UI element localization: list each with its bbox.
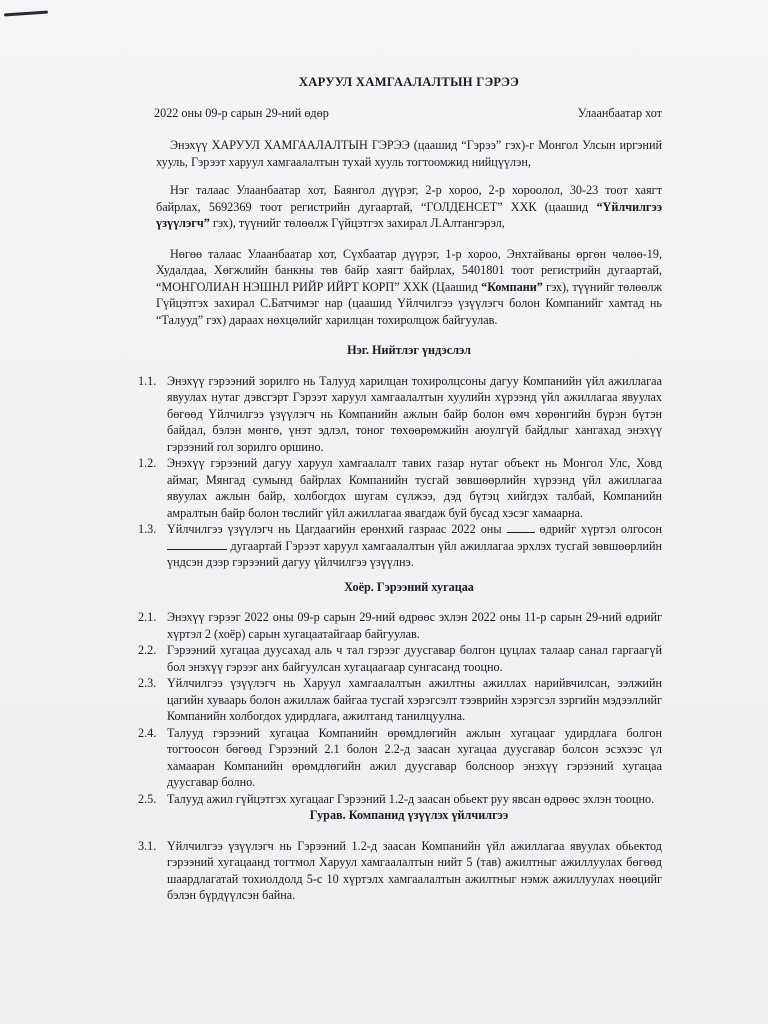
clause-number: 1.3. [138, 522, 157, 536]
clause-number: 1.2. [138, 456, 157, 470]
clause-text-part: Үйлчилгээ үзүүлэгч нь Цагдаагийн ерөнхий газраас 2022 оны [167, 522, 507, 536]
clause-text: Гэрээний хугацаа дуусахад аль ч тал гэрээг дуусгавар болгон цуцлах талаар санал гаргаагүй бол энэхүү гэрээг анх байгуулсан хугацаагаар сунгасанд тооцно. [167, 643, 662, 674]
party-one-text-a: Нэг талаас Улаанбаатар хот, Баянгол дүүрэг, 2-р хороо, 2-р хороолол, 30-23 тоот хаягт байрлах, 5692369 тоот регистрийн дугаартай, “ГОЛДЕНСЕТ” ХХК (цаашид [156, 183, 662, 214]
clause-number: 2.4. [138, 725, 157, 740]
date-blank-field [507, 521, 535, 533]
clause-number: 3.1. [138, 838, 157, 853]
clause-text-part: өдрийг хүртэл олгосон [534, 522, 662, 536]
section-heading-general: Нэг. Нийтлэг үндэслэл [347, 343, 471, 357]
clause-number: 2.1. [138, 610, 157, 624]
clause-2-5 [138, 791, 662, 808]
clause-1-1 [138, 373, 662, 456]
section-term-clauses [138, 609, 662, 807]
clause-2-3 [138, 675, 662, 725]
clause-text [167, 521, 662, 571]
clause-text: Үйлчилгээ үзүүлэгч нь Гэрээний 1.2-д заасан Компанийн үйл ажиллагаа явуулах обьектод гэрээний хугацаанд тогтмол Харуул хамгаалалтын нийт 5 (тав) ажилтныг ажиллуулах бөгөөд шаардлагатай тохиолдолд 5-с 10 хүртэлх хамгаалалтын ажилтныг нэмж ажиллуулах нөөцийг бэлэн бүрдүүлсэн байна. [167, 838, 662, 902]
clause-text: Талууд ажил гүйцэтгэх хугацааг Гэрээний 1.2-д заасан обьект руу явсан өдрөөс эхлэн тооцно. [167, 791, 655, 806]
clause-1-2 [138, 455, 662, 521]
party-one-paragraph [156, 182, 662, 232]
clause-3-1 [138, 838, 662, 904]
party-two-text-b: гэх), түүнийг төлөөлж Гүйцэтгэх захирал С.Батчимэг нар (цаашид Үйлчилгээ үзүүлэгч болон Компанийг хамтад нь “Талууд” гэх) дараах нөхцөлийг харилцан тохиролцож байгуулав. [156, 279, 662, 327]
intro-paragraph: Энэхүү ХАРУУЛ ХАМГААЛАЛТЫН ГЭРЭЭ (цаашид “Гэрээ” гэх)-г Монгол Улсын иргэний хууль, Гэрээт харуул хамгаалалтын тухай хууль тогтоомжид нийцүүлэн, [156, 138, 662, 169]
clause-text: Талууд гэрээний хугацаа Компанийн өрөмдлөгийн ажлын хугацааг удирдлага болгон тогтоосон бөгөөд Гэрээний 2.1 болон 2.2-д заасан хугацаа дуусгавар болсон эсэхээс үл хамааран Компанийн өрөмдлөгийн ажил дуусгавар болсноор энэхүү гэрээний хугацаа дуусгавар болно. [167, 725, 662, 789]
section-services-clauses [138, 838, 662, 904]
party-two-role: “Компани” [481, 279, 543, 294]
party-one-text-b: гэх), түүнийг төлөөлж Гүйцэтгэх захирал Л.Алтангэрэл, [209, 216, 505, 230]
clause-number: 2.5. [138, 791, 157, 806]
clause-2-4 [138, 725, 662, 791]
section-heading-term: Хоёр. Гэрээний хугацаа [344, 579, 474, 594]
section-general-clauses [138, 373, 662, 571]
clause-1-3 [138, 521, 662, 571]
contract-date: 2022 оны 09-р сарын 29-ний өдөр [154, 105, 329, 120]
clause-text: Энэхүү гэрээг 2022 оны 09-р сарын 29-ний өдрөөс эхлэн 2022 оны 11-р сарын 29-ний өдрийг хүртэл 2 (хоёр) сарын хугацаатайгаар байгуулав. [167, 610, 662, 641]
clause-2-1 [138, 609, 662, 642]
party-two-paragraph [156, 246, 662, 329]
document-title: ХАРУУЛ ХАМГААЛАЛТЫН ГЭРЭЭ [298, 75, 520, 89]
party-two-text-a: Нөгөө талаас Улаанбаатар хот, Сүхбаатар дүүрэг, 1-р хороо, Энхтайваны өргөн чөлөө-19, Худалдаа, Хөгжлийн банкны төв байр хаягт байрлах, 5401801 тоот регистрийн дугаартай, “МОНГОЛИАН НЭШНЛ РИЙР ИЙРТ КОРП” ХХК (Цаашид [156, 246, 662, 294]
contract-document [138, 74, 662, 912]
date-location-row [154, 105, 662, 122]
clause-text-part: дугаартай Гэрээт харуул хамгаалалтын үйл ажиллагаа эрхлэх тусгай зөвшөөрлийн үндсэн дээр гэрээний дагуу үйлчилгээ үзүүлнэ. [167, 538, 662, 569]
license-number-blank-field [167, 538, 227, 550]
scan-edge-mark [4, 10, 48, 16]
clause-number: 2.2. [138, 643, 157, 657]
section-heading-services: Гурав. Компанид үзүүлэх үйлчилгээ [309, 808, 509, 822]
clause-2-2 [138, 642, 662, 675]
contract-city: Улаанбаатар хот [577, 105, 662, 120]
clause-number: 2.3. [138, 676, 157, 690]
clause-text: Энэхүү гэрээний зорилго нь Талууд харилцан тохиролцсоны дагуу Компанийн үйл ажиллагаа явуулах нутаг дэвсгэрт Гэрээт харуул хамгаалалтын хуулийн хүрээнд үйл ажиллагаа явуулах бөгөөд Үйлчилгээ үзүүлэгч нь Компанийн ажлын байр болон өмч хөрөнгийн бүрэн бүтэн байдал, бэлэн мөнгө, үнэт эдлэл, тоног төхөөрөмжийн аюулгүй байдлыг хангахад энэхүү гэрээний гол зорилго оршино. [167, 373, 662, 454]
party-one-role: “Үйлчилгээ үзүүлэгч” [156, 199, 662, 230]
clause-text: Үйлчилгээ үзүүлэгч нь Харуул хамгаалалтын ажилтны ажиллах нарийвчилсан, ээлжийн цагийн хуваарь болон ажиллаж байгаа тусгай хэрэгсэлт тээврийн хэрэгсэл зэргийн мэдээллийг Компанийн холбогдох удирдлага, ажилтанд танилцуулна. [167, 676, 662, 723]
clause-number: 1.1. [138, 373, 157, 388]
clause-text: Энэхүү гэрээний дагуу харуул хамгаалалт тавих газар нутаг объект нь Монгол Улс, Ховд аймаг, Мянгад сумынд байрлах Компанийн тусгай зөвшөөрлийн хүрээнд үйл ажиллагаа явуулах ажлын байр, холбогдох шугам сүлжээ, дэд бүтэц хийгдэх талбай, Компанийн амралтын байр болон төслийг үйл ажиллагаа явагдаж буй бусад хэсэг хамаарна. [167, 456, 662, 520]
